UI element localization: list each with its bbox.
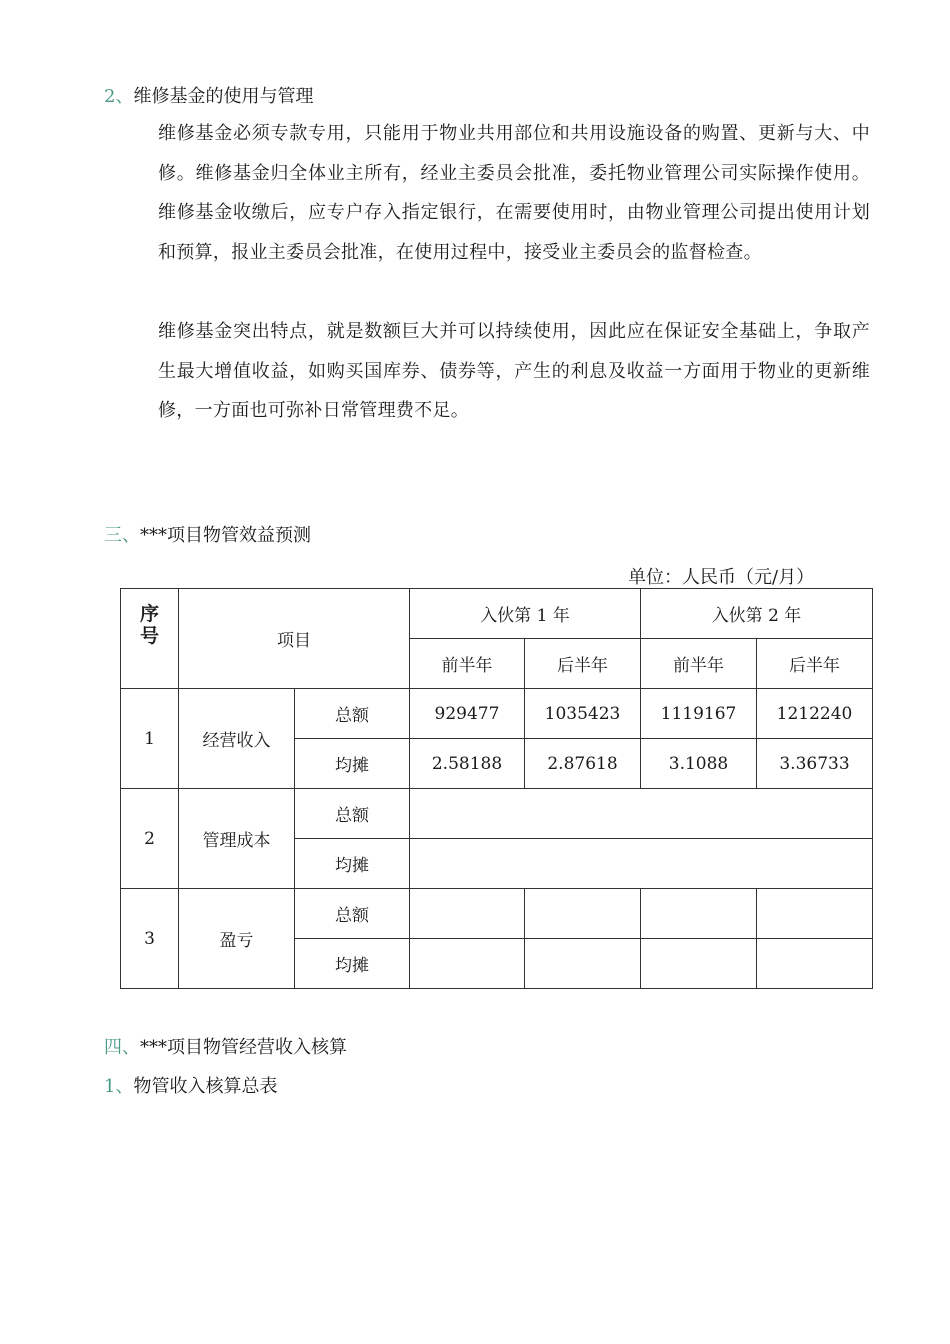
avg-label: 均摊	[295, 839, 410, 889]
value-cell: 2.87618	[525, 739, 641, 789]
section-3-heading	[104, 524, 311, 548]
value-cell: 929477	[410, 689, 525, 739]
table-row	[121, 789, 873, 839]
avg-label: 均摊	[295, 739, 410, 789]
section-number: 2、	[104, 86, 134, 107]
section-title: 物管收入核算总表	[133, 1076, 278, 1097]
y2-first-half-header: 前半年	[641, 639, 757, 689]
year-1-header: 入伙第 1 年	[410, 589, 641, 639]
row-seq: 1	[121, 689, 179, 789]
empty-cell	[525, 939, 641, 989]
section-number: 四、	[104, 1037, 140, 1058]
empty-cell	[641, 889, 757, 939]
section-title: 维修基金的使用与管理	[133, 86, 314, 107]
value-cell: 1119167	[641, 689, 757, 739]
value-cell: 2.58188	[410, 739, 525, 789]
empty-merged-cell	[410, 839, 873, 889]
empty-merged-cell	[410, 789, 873, 839]
y2-second-half-header: 后半年	[757, 639, 873, 689]
total-label: 总额	[295, 689, 410, 739]
table-row	[121, 889, 873, 939]
value-cell: 1212240	[757, 689, 873, 739]
row-seq: 2	[121, 789, 179, 889]
section-4-1-heading	[104, 1075, 277, 1099]
section-4-heading	[104, 1036, 347, 1060]
section-title: ***项目物管效益预测	[140, 525, 311, 546]
y1-first-half-header: 前半年	[410, 639, 525, 689]
table-row	[121, 689, 873, 739]
empty-cell	[757, 939, 873, 989]
year-2-header: 入伙第 2 年	[641, 589, 873, 639]
value-cell: 1035423	[525, 689, 641, 739]
table-header-row	[121, 589, 873, 639]
avg-label: 均摊	[295, 939, 410, 989]
item-header: 项目	[179, 589, 410, 689]
row-name: 管理成本	[179, 789, 295, 889]
empty-cell	[641, 939, 757, 989]
empty-cell	[757, 889, 873, 939]
section-title: ***项目物管经营收入核算	[140, 1037, 347, 1058]
benefit-forecast-table	[120, 588, 873, 989]
section-number: 1、	[104, 1076, 134, 1097]
total-label: 总额	[295, 789, 410, 839]
paragraph-fund-usage: 维修基金必须专款专用，只能用于物业共用部位和共用设施设备的购置、更新与大、中修。维修基金归全体业主所有，经业主委员会批准，委托物业管理公司实际操作使用。维修基金收缴后，应专户存入指定银行，在需要使用时，由物业管理公司提出使用计划和预算，报业主委员会批准，在使用过程中，接受业主委员会的监督检查。	[158, 123, 870, 264]
total-label: 总额	[295, 889, 410, 939]
unit-label: 单位：人民币（元/月）	[628, 567, 815, 588]
row-seq: 3	[121, 889, 179, 989]
paragraph-fund-features: 维修基金突出特点，就是数额巨大并可以持续使用，因此应在保证安全基础上，争取产生最大增值收益，如购买国库券、债券等，产生的利息及收益一方面用于物业的更新维修，一方面也可弥补日常管理费不足。	[158, 321, 870, 422]
empty-cell	[410, 939, 525, 989]
section-number: 三、	[104, 525, 140, 546]
y1-second-half-header: 后半年	[525, 639, 641, 689]
value-cell: 3.1088	[641, 739, 757, 789]
empty-cell	[410, 889, 525, 939]
value-cell: 3.36733	[757, 739, 873, 789]
empty-cell	[525, 889, 641, 939]
row-name: 经营收入	[179, 689, 295, 789]
row-name: 盈亏	[179, 889, 295, 989]
seq-header: 序号	[121, 589, 179, 689]
section-2-heading	[104, 85, 313, 109]
